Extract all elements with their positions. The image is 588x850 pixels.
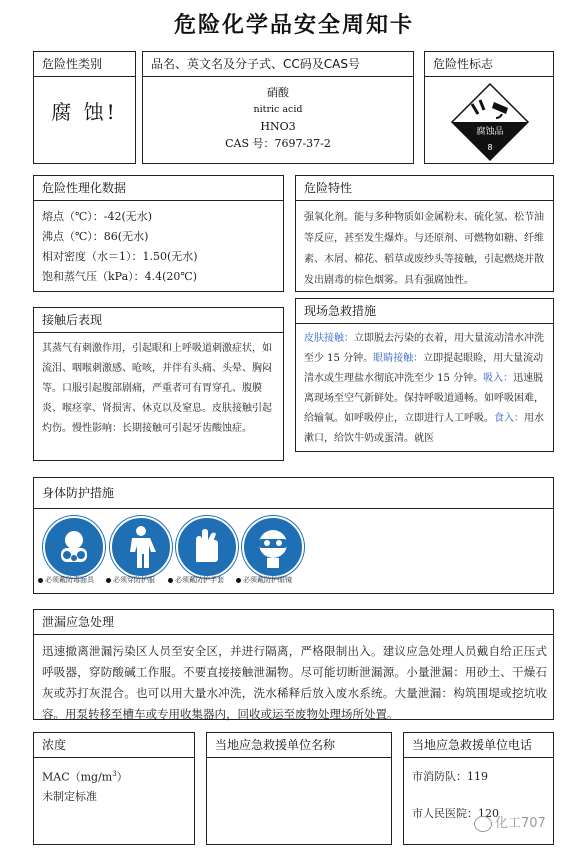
corrosive-diamond-icon [450,82,530,162]
watermark-text: 化工707 [495,816,546,831]
skin-contact-label: 皮肤接触： [304,333,354,344]
protection-heading: 身体防护措施 [42,486,115,500]
safety-goggles-icon [242,516,304,578]
boiling-point: 沸点（℃）：86(无水) [42,230,149,243]
protection-divider [34,508,553,509]
protection-box [33,477,554,594]
chemical-cn-name: 硝酸 [267,86,289,99]
spill-heading: 泄漏应急处理 [34,610,553,635]
wechat-icon [474,816,492,832]
skin-contact-text: 立即脱去污染的衣着，用大量流动清水冲洗至少 15 分钟。 [304,333,544,364]
gloves-caption: 必须戴防护手套 [168,575,224,585]
hazard-category-heading: 危险性类别 [34,52,135,77]
concentration-box [33,732,195,845]
eye-contact-text: 立即提起眼睑，用大量流动清水或生理盐水彻底冲洗至少 15 分钟。 [304,353,544,384]
watermark [474,812,546,832]
chemical-en-name: nitric acid [253,104,303,115]
hazard-props-text: 强氧化剂。能与多种物质如金属粉末、硫化氢、松节油等反应，甚至发生爆炸。与还原剂、可燃物如糖、纤维素、木屑、棉花、稻草或废纱头等接触，引起燃烧并散发出剧毒的棕色烟雾。具有强腐蚀性。 [304,212,544,286]
concentration-heading: 浓度 [34,733,194,758]
hazard-class-number: 8 [487,143,493,152]
protective-suit-icon [110,516,172,578]
melting-point: 熔点（℃）：-42(无水) [42,210,153,223]
goggles-caption: 必须戴防护眼镜 [236,575,292,585]
mac-label: $MAC(mg/m^3)$ [42,770,128,784]
hazard-props-box [295,175,554,292]
rescue-name-heading: 当地应急救援单位名称 [207,733,391,758]
page-title: 危险化学品安全周知卡 [173,13,414,38]
mac-value: 未制定标准 [42,789,97,803]
ingestion-label: 食入： [494,413,524,424]
inhalation-text: 迅速脱离现场至空气新鲜处。保持呼吸道通畅。如呼吸困难，给输氧。如呼吸停止，立即进行人工呼吸。 [304,373,544,424]
exposure-box [33,307,284,461]
cas-number: CAS 号：7697-37-2 [225,137,331,150]
suit-caption: 必须穿防护服 [106,575,155,585]
inhalation-label: 吸入： [483,373,514,384]
respirator-mask-icon [43,516,105,578]
physchem-heading: 危险性理化数据 [34,176,283,201]
spill-text: 迅速撤离泄漏污染区人员至安全区，并进行隔离，严格限制出入。建议应急处理人员戴自给正压式呼吸器，穿防酸碱工作服。不要直接接触泄漏物。尽可能切断泄漏源。小量泄漏：用砂土、干燥石灰或苏打灰混合。也可以用大量水冲洗，洗水稀释后放入废水系统。大量泄漏：构筑围堤或挖坑收容。用泵转移至槽车或专用收集器内，回收或运至废物处理场所处置。 [42,644,547,721]
hazard-category-value: 腐 蚀! [51,100,118,124]
vapor-pressure: 饱和蒸气压（kPa）：4.4(20℃) [42,270,198,283]
fire-brigade-phone: 市消防队：119 [412,770,488,783]
physchem-box [33,175,284,292]
first-aid-heading: 现场急救措施 [296,299,553,324]
spill-box [33,609,554,720]
names-box [142,51,414,164]
chemical-formula: HNO3 [260,120,296,133]
ingestion-text: 用水漱口，给饮牛奶或蛋清。就医 [304,413,544,444]
hazard-props-heading: 危险特性 [296,176,553,201]
hazard-sign-label: 腐蚀品 [476,127,504,137]
exposure-heading: 接触后表现 [34,308,283,333]
hazard-sign-box [424,51,554,164]
hazard-sign-heading: 危险性标志 [425,52,553,77]
exposure-text: 其蒸气有刺激作用，引起眼和上呼吸道刺激症状，如流泪、咽喉刺激感、呛咳，并伴有头痛、头晕、胸闷等。口服引起腹部剧痛，严重者可有胃穿孔、腹膜炎、喉痉挛、肾损害、休克以及窒息。皮肤接触引起灼伤。慢性影响：长期接触可引起牙齿酸蚀症。 [42,343,272,434]
hospital-phone: 市人民医院：120 [412,807,499,820]
rescue-phone-heading: 当地应急救援单位电话 [404,733,553,758]
protective-gloves-icon [176,516,238,578]
rescue-name-box [206,732,392,845]
respirator-caption: 必须戴防毒面具 [38,575,94,585]
names-heading: 品名、英文名及分子式、CC码及CAS号 [143,52,413,77]
first-aid-box [295,298,554,452]
eye-contact-label: 眼睛接触： [373,353,424,364]
relative-density: 相对密度（水＝1）：1.50(无水) [42,250,198,263]
hazard-category-box [33,51,136,164]
